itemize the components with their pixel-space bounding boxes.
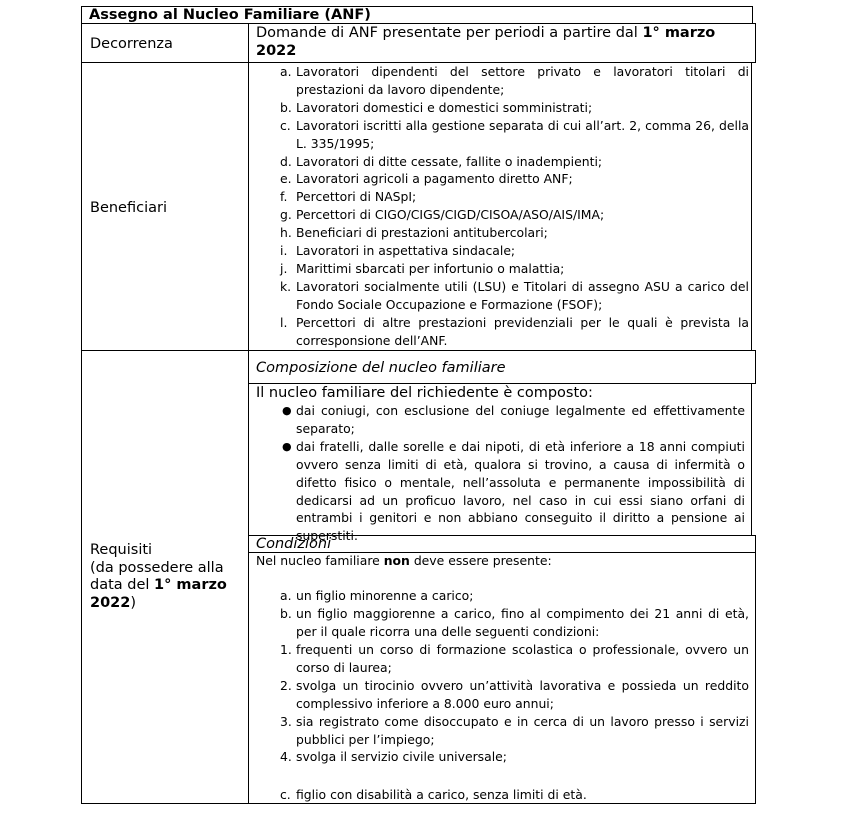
list-item-text: dai fratelli, dalle sorelle e dai nipoti, di età inferiore a 18 anni compiuti ovvero senza limiti di età, qualora si trovino, a causa di infermità o difetto fisico o mentale, nell’assoluta e permanente impossibilità di dedicarsi ad un proficuo lavoro, nel caso in cui essi siano orfani di entrambi i genitori e non abbiano conseguito il diritto a pensione ai superstiti. [296, 438, 745, 544]
decorrenza-sentence: Domande di ANF presentate per periodi a partire dal [256, 25, 643, 41]
list-marker: h. [280, 225, 292, 241]
list-marker: b. [280, 605, 292, 621]
list-marker: j. [280, 260, 288, 276]
list-item [280, 242, 749, 260]
beneficiari-list [280, 63, 749, 350]
list-item-text: svolga un tirocinio ovvero un’attività lavorativa e possieda un reddito complessivo inferiore a 8.000 euro annui; [296, 677, 749, 711]
list-item-text: dai coniugi, con esclusione del coniuge legalmente ed effettivamente separato; [296, 403, 745, 436]
list-item [280, 206, 749, 224]
condizioni-heading: Condizioni [256, 536, 332, 552]
decorrenza-year: 2022 [256, 42, 297, 59]
requisiti-title: Requisiti [90, 542, 153, 558]
list-marker: c. [280, 117, 291, 133]
list-item [280, 153, 749, 171]
composizione-list [282, 402, 745, 545]
list-item-text: Marittimi sbarcati per infortunio o malattia; [296, 260, 565, 276]
list-marker: i. [280, 243, 288, 259]
list-item [280, 641, 749, 677]
requisiti-note-line1: (da possedere alla [90, 559, 224, 576]
condizioni-list-numbered [280, 641, 749, 766]
list-marker: k. [280, 278, 292, 294]
list-item [280, 713, 749, 749]
list-item [280, 99, 749, 117]
list-item [280, 605, 749, 641]
list-marker: l. [280, 314, 288, 330]
requisiti-date: 1° marzo [154, 577, 227, 593]
list-item [280, 748, 749, 766]
list-item [280, 677, 749, 713]
list-item-text: Lavoratori agricoli a pagamento diretto ANF; [296, 171, 573, 187]
list-item-text: Lavoratori socialmente utili (LSU) e Titolari di assegno ASU a carico del Fondo Sociale Occupazione e Formazione (FSOF); [296, 278, 749, 312]
list-item [280, 188, 749, 206]
condizioni-intro-bold: non [383, 553, 410, 568]
list-marker: e. [280, 171, 292, 187]
list-item-text: Lavoratori in aspettativa sindacale; [296, 243, 516, 259]
list-marker: d. [280, 153, 292, 169]
requisiti-year: 2022 [90, 594, 131, 611]
list-marker: 2. [280, 677, 292, 693]
list-item [280, 117, 749, 153]
decorrenza-date: 1° marzo [642, 25, 716, 41]
list-item-text: Lavoratori di ditte cessate, fallite o inadempienti; [296, 153, 603, 169]
list-item-text: Percettori di NASpI; [296, 189, 417, 205]
list-item [282, 438, 745, 545]
requisiti-close: ) [130, 594, 137, 611]
list-item [280, 587, 749, 605]
list-marker: ● [282, 439, 292, 453]
list-item [280, 170, 749, 188]
list-item [280, 314, 749, 350]
list-marker: ● [282, 404, 292, 417]
list-item-text: Percettori di CIGO/CIGS/CIGD/CISOA/ASO/AIS/IMA; [296, 207, 605, 223]
condizioni-intro-suffix: deve essere presente: [409, 553, 552, 568]
list-item [280, 786, 749, 804]
list-item-text: frequenti un corso di formazione scolastica o professionale, ovvero un corso di laurea; [296, 642, 749, 675]
list-item-text: un figlio minorenne a carico; [296, 588, 474, 603]
list-item-text: svolga il servizio civile universale; [296, 749, 507, 765]
list-marker: 1. [280, 642, 292, 657]
table-title: Assegno al Nucleo Familiare (ANF) [89, 7, 371, 23]
list-item-text: un figlio maggiorenne a carico, fino al compimento dei 21 anni di età, per il quale ricorra una delle seguenti condizioni: [296, 605, 749, 639]
list-item [282, 402, 745, 438]
list-item-text: figlio con disabilità a carico, senza limiti di età. [296, 787, 587, 802]
list-item-text: Beneficiari di prestazioni antitubercolari; [296, 225, 548, 241]
list-item-text: Lavoratori dipendenti del settore privato e lavoratori titolari di prestazioni da lavoro dipendente; [296, 64, 749, 97]
list-marker: f. [280, 189, 288, 205]
list-item [280, 63, 749, 99]
list-item [280, 260, 749, 278]
list-marker: a. [280, 588, 292, 603]
decorrenza-label: Decorrenza [90, 36, 173, 52]
list-item [280, 278, 749, 314]
list-marker: b. [280, 99, 292, 115]
list-item-text: sia registrato come disoccupato e in cerca di un lavoro presso i servizi pubblici per l’impiego; [296, 713, 749, 747]
list-item [280, 224, 749, 242]
list-marker: c. [280, 787, 291, 802]
list-item-text: Percettori di altre prestazioni previdenziali per le quali è prevista la corresponsione dell’ANF. [296, 314, 749, 348]
condizioni-list-ab [280, 587, 749, 641]
condizioni-intro-prefix: Nel nucleo familiare [256, 553, 384, 568]
requisiti-note-line2: data del [90, 577, 155, 593]
list-marker: g. [280, 207, 292, 223]
condizioni-list-c [280, 786, 749, 804]
decorrenza-text [256, 25, 751, 60]
list-marker: 3. [280, 713, 292, 729]
composizione-heading: Composizione del nucleo familiare [256, 360, 506, 376]
composizione-intro: Il nucleo familiare del richiedente è composto: [256, 385, 593, 401]
requisiti-label [90, 542, 245, 612]
list-item-text: Lavoratori iscritti alla gestione separata di cui all’art. 2, comma 26, della L. 335/1995; [296, 117, 749, 151]
condizioni-intro [256, 553, 552, 569]
list-marker: 4. [280, 749, 292, 765]
beneficiari-label: Beneficiari [90, 200, 167, 216]
list-item-text: Lavoratori domestici e domestici somministrati; [296, 99, 593, 115]
list-marker: a. [280, 64, 292, 79]
